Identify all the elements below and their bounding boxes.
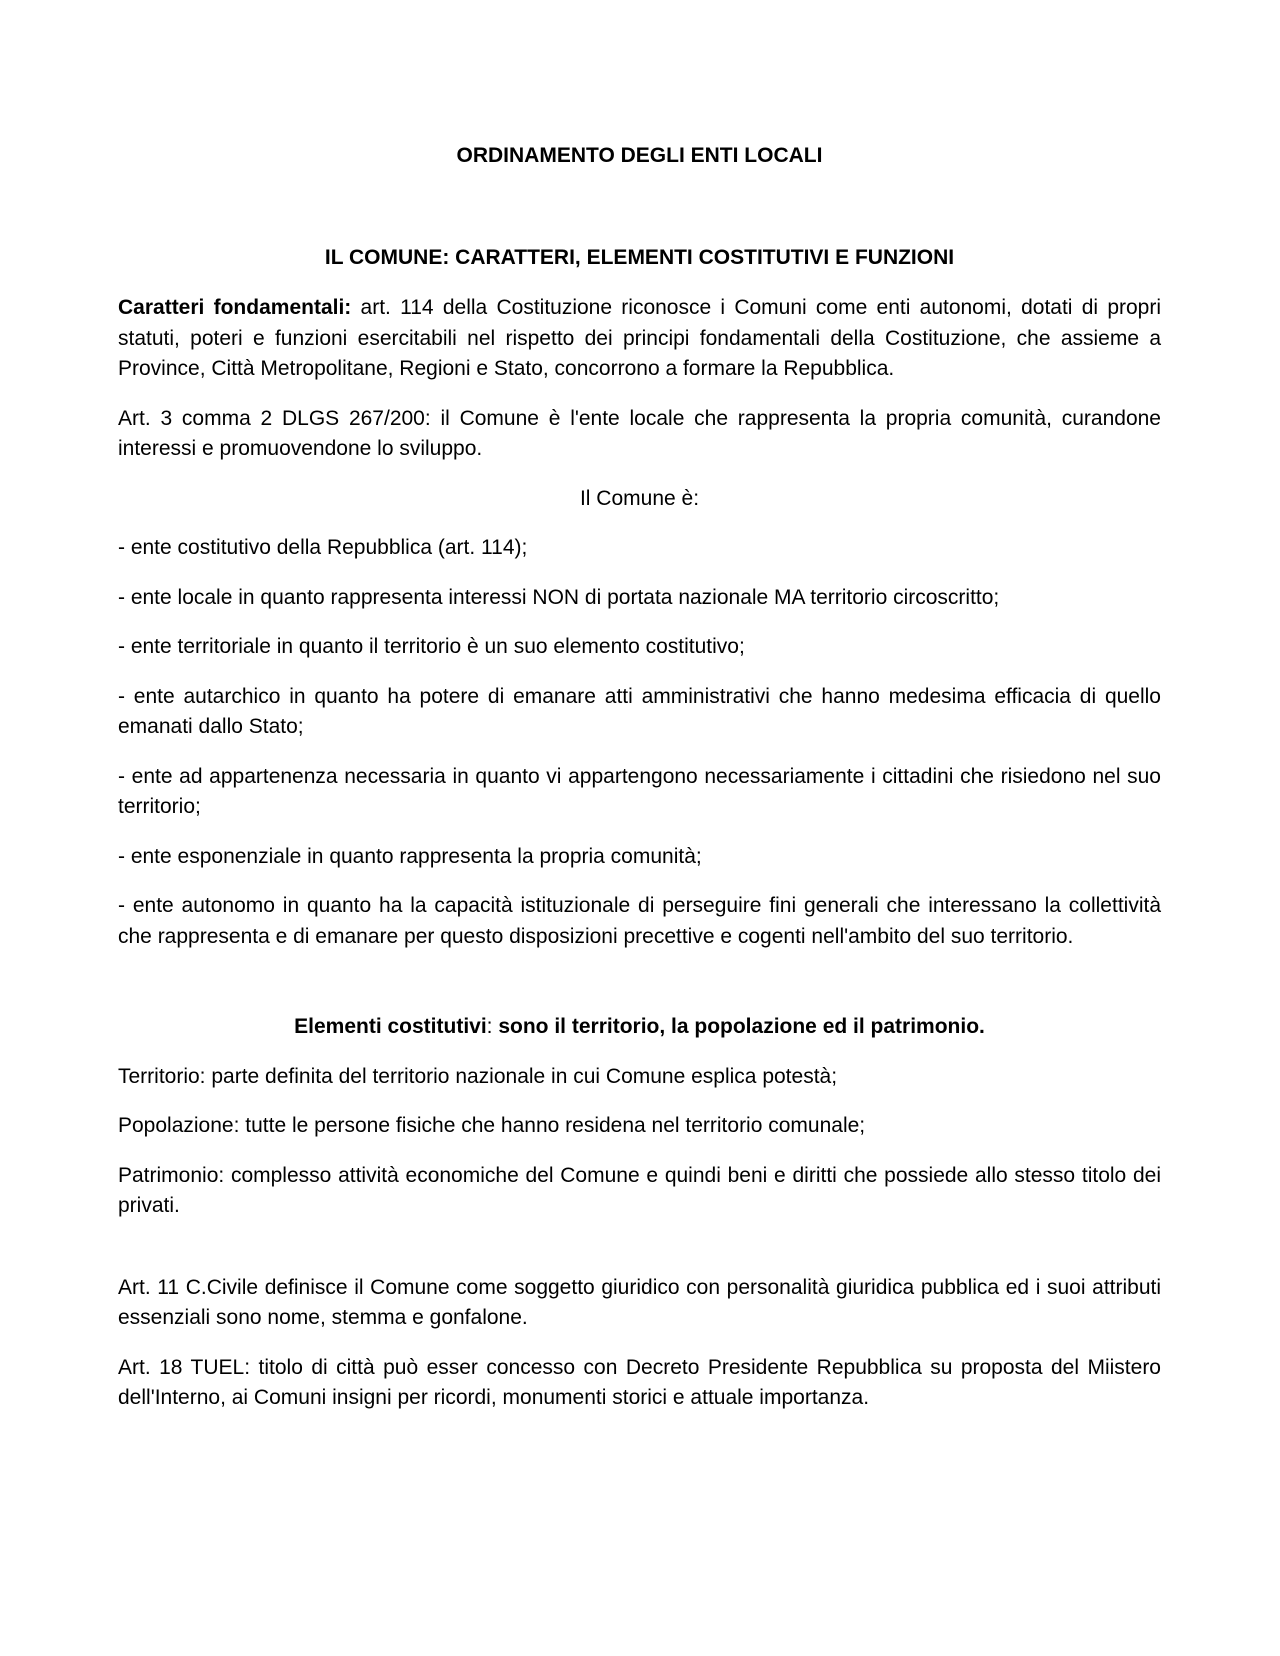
caratteri-paragraph <box>118 293 1161 385</box>
patrimonio-paragraph: Patrimonio: complesso attività economiche del Comune e quindi beni e diritti che possiede allo stesso titolo dei privati. <box>118 1163 1161 1217</box>
elementi-text: sono il territorio, la popolazione ed il patrimonio. <box>498 1015 985 1038</box>
elementi-separator: : <box>486 1015 499 1038</box>
elementi-heading <box>118 1012 1161 1043</box>
list-item: - ente esponenziale in quanto rappresenta la propria comunità; <box>118 844 702 868</box>
art3-paragraph: Art. 3 comma 2 DLGS 267/200: il Comune è l'ente locale che rappresenta la propria comunità, curandone interessi e promuovendone lo sviluppo. <box>118 406 1161 460</box>
popolazione-paragraph: Popolazione: tutte le persone fisiche che hanno residena nel territorio comunale; <box>118 1114 866 1137</box>
list-item: - ente autonomo in quanto ha la capacità istituzionale di perseguire fini generali che interessano la collettività che rappresenta e di emanare per questo disposizioni precettive e cogenti nell'ambito del suo territorio. <box>118 894 1161 948</box>
document-title: ORDINAMENTO DEGLI ENTI LOCALI <box>456 144 823 167</box>
territorio-paragraph: Territorio: parte definita del territorio nazionale in cui Comune esplica potestà; <box>118 1064 838 1088</box>
caratteri-text: art. 114 della Costituzione riconosce i Comuni come enti autonomi, dotati di propri statuti, poteri e funzioni esercitabili nel rispetto dei principi fondamentali della Costituzione, che assieme a Province, Città Metropolitane, Regioni e Stato, concorrono a formare la Repubblica. <box>118 296 1162 380</box>
list-item: - ente autarchico in quanto ha potere di emanare atti amministrativi che hanno medesima efficacia di quello emanati dallo Stato; <box>118 684 1161 738</box>
document-page <box>118 142 1161 1414</box>
comune-intro: Il Comune è: <box>579 486 700 510</box>
list-item: - ente territoriale in quanto il territorio è un suo elemento costitutivo; <box>118 635 745 658</box>
list-item: - ente locale in quanto rappresenta interessi NON di portata nazionale MA territorio circoscritto; <box>118 585 1000 609</box>
caratteri-label: Caratteri fondamentali: <box>118 296 352 319</box>
section-subtitle: IL COMUNE: CARATTERI, ELEMENTI COSTITUTIVI E FUNZIONI <box>324 246 955 269</box>
art11-paragraph: Art. 11 C.Civile definisce il Comune come soggetto giuridico con personalità giuridica pubblica ed i suoi attributi essenziali sono nome, stemma e gonfalone. <box>118 1275 1161 1329</box>
list-item: - ente costitutivo della Repubblica (art. 114); <box>118 536 528 559</box>
elementi-label: Elementi costitutivi <box>294 1015 487 1038</box>
list-item: - ente ad appartenenza necessaria in quanto vi appartengono necessariamente i cittadini che risiedono nel suo territorio; <box>118 764 1161 818</box>
art18-paragraph: Art. 18 TUEL: titolo di città può esser concesso con Decreto Presidente Repubblica su proposta del Miistero dell'Interno, ai Comuni insigni per ricordi, monumenti storici e attuale importanza. <box>118 1355 1161 1409</box>
